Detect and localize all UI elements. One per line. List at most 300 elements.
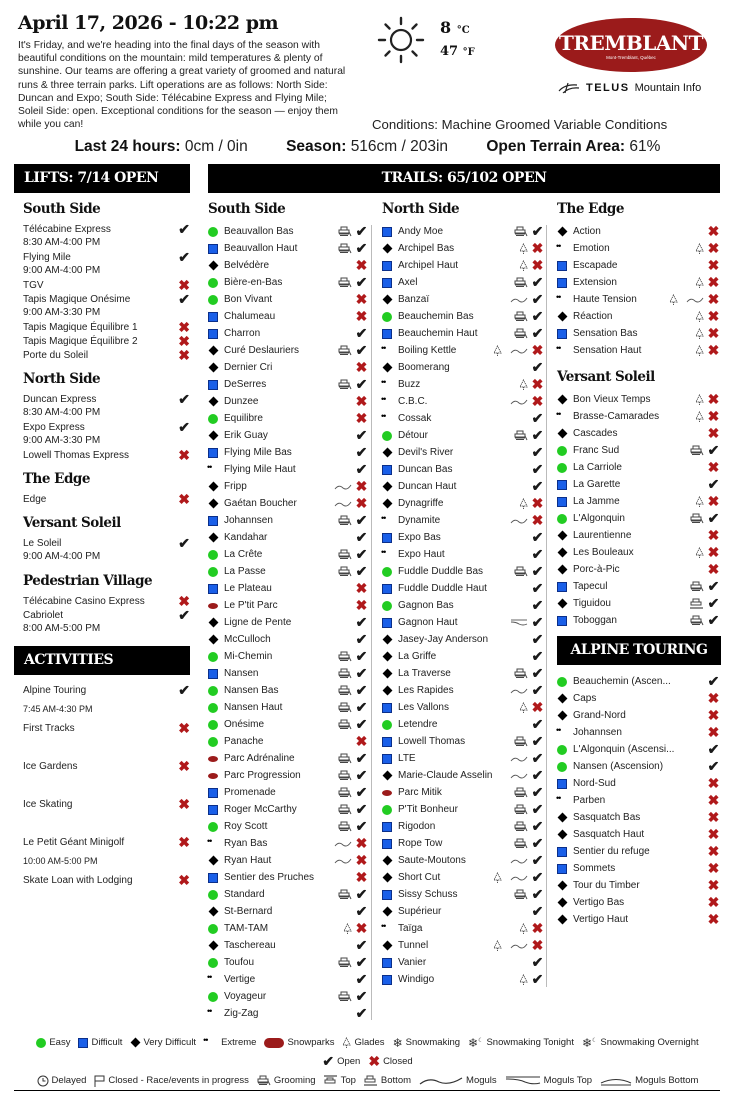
trail-row[interactable] [382,563,544,580]
trail-row[interactable] [557,758,720,775]
trail-row[interactable] [557,240,720,257]
trail-features [519,243,528,255]
trail-row[interactable] [208,733,368,750]
open-legend-icon: ✔ [322,1053,335,1069]
closed-x-icon: ✖ [707,325,720,341]
trail-features [514,668,528,679]
trail-row[interactable] [382,971,544,988]
extreme-difficulty-icon [382,924,392,934]
trail-row[interactable] [557,493,720,510]
trail-row[interactable] [382,852,544,869]
trail-row[interactable] [382,444,544,461]
verydifficult-difficulty-icon [557,227,567,237]
trail-name: Franc Sud [573,445,620,456]
grooming-icon [514,277,528,288]
open-check-icon: ✔ [531,903,544,919]
lift-row[interactable] [23,321,190,335]
trail-row[interactable] [382,580,544,597]
trail-name: DeSerres [224,379,267,390]
trail-features [514,821,528,832]
trail-row[interactable] [557,826,720,843]
trail-row[interactable] [557,325,720,342]
trail-row[interactable] [382,699,544,716]
trail-row[interactable] [382,614,544,631]
lift-section-title: Versant Soleil [23,515,121,531]
extreme-difficulty-icon [382,380,392,390]
lift-row[interactable] [23,595,190,609]
closed-x-icon: ✖ [355,359,368,375]
trail-row[interactable] [208,410,368,427]
trail-name: Bière-en-Bas [224,277,283,288]
trail-row[interactable] [382,801,544,818]
trail-features [514,804,528,815]
trail-row[interactable] [557,595,720,612]
temperature-fahrenheit [440,44,475,59]
easy-difficulty-icon [208,924,218,934]
activity-name: Ice Gardens [23,761,78,772]
legend-item-groom-bottom [364,1075,411,1086]
easy-difficulty-icon [557,745,567,755]
trail-row[interactable] [557,673,720,690]
trail-row[interactable] [382,410,544,427]
trail-row[interactable] [557,510,720,527]
moguls-icon [510,755,528,763]
trail-row[interactable] [208,631,368,648]
closed-x-icon: ✖ [531,393,544,409]
lift-row[interactable] [23,393,190,421]
closed-x-icon: ✖ [178,796,190,812]
trail-features [519,260,528,272]
difficult-difficulty-icon [208,380,218,390]
trail-row[interactable] [382,308,544,325]
trail-name: McCulloch [224,634,271,645]
trail-name: La Traverse [398,668,451,679]
trail-row[interactable] [382,903,544,920]
lifts-banner: LIFTS: 7/14 OPEN [14,164,190,193]
trail-row[interactable] [557,612,720,629]
trail-row[interactable] [557,223,720,240]
trail-row[interactable] [208,665,368,682]
trail-row[interactable] [557,442,720,459]
trail-row[interactable] [557,257,720,274]
trail-name: Beauvallon Haut [224,243,298,254]
trail-row[interactable] [382,512,544,529]
trail-name: Rope Tow [398,838,443,849]
trail-name: Les Bouleaux [573,547,634,558]
lift-row[interactable] [23,609,190,637]
open-check-icon: ✔ [355,1005,368,1021]
trail-name: Parc Progression [224,770,301,781]
trail-features [690,513,704,524]
open-check-icon: ✔ [355,903,368,919]
trail-row[interactable] [382,461,544,478]
trail-features [514,787,528,798]
activity-row[interactable] [23,722,190,760]
easy-legend-icon [36,1038,46,1048]
easy-difficulty-icon [557,762,567,772]
trail-row[interactable] [208,835,368,852]
moguls-icon [510,772,528,780]
trail-row[interactable] [208,903,368,920]
trail-row[interactable] [208,971,368,988]
trail-row[interactable] [208,750,368,767]
trail-row[interactable] [557,408,720,425]
trail-row[interactable] [382,682,544,699]
activity-row[interactable] [23,760,190,798]
trail-row[interactable] [382,716,544,733]
trail-row[interactable] [557,342,720,359]
trail-name: Nansen [224,668,259,679]
lift-row[interactable] [23,349,190,363]
lift-row[interactable] [23,449,190,463]
trail-row[interactable] [208,240,368,257]
trail-row[interactable] [557,476,720,493]
trail-name: Marie-Claude Asselin [398,770,493,781]
trail-row[interactable] [382,478,544,495]
open-check-icon: ✔ [178,535,190,551]
trail-row[interactable] [208,682,368,699]
lift-row[interactable] [23,493,190,507]
trail-name: Beauchemin Haut [398,328,478,339]
open-check-icon: ✔ [707,758,720,774]
open-check-icon: ✔ [531,801,544,817]
open-check-icon: ✔ [178,249,190,265]
difficult-difficulty-icon [382,465,392,475]
trail-row[interactable] [208,223,368,240]
grooming-icon [338,753,352,764]
trail-features [338,821,352,832]
closed-x-icon: ✖ [707,809,720,825]
trail-row[interactable] [208,257,368,274]
trail-row[interactable] [208,886,368,903]
trail-row[interactable] [557,792,720,809]
trail-row[interactable] [208,291,368,308]
trail-name: Dunzee [224,396,259,407]
difficult-difficulty-icon [208,244,218,254]
season-value: 516cm / 203in [350,138,449,155]
trail-row[interactable] [382,325,544,342]
trail-features [493,940,528,952]
trail-name: Roy Scott [224,821,268,832]
trail-row[interactable] [208,597,368,614]
trail-row[interactable] [382,648,544,665]
lift-row[interactable] [23,279,190,293]
trail-row[interactable] [208,580,368,597]
trail-row[interactable] [557,724,720,741]
trail-name: Duncan Haut [398,481,457,492]
open-check-icon: ✔ [355,954,368,970]
grooming-icon [514,311,528,322]
trail-row[interactable] [208,937,368,954]
trail-row[interactable] [208,461,368,478]
trail-row[interactable] [382,291,544,308]
easy-difficulty-icon [382,601,392,611]
trail-row[interactable] [557,308,720,325]
verydifficult-difficulty-icon [382,652,392,662]
lift-name: Edge [23,494,47,505]
trail-name: Sensation Haut [573,345,642,356]
trail-row[interactable] [208,393,368,410]
activity-row[interactable] [23,874,190,912]
trail-name: L'Algonquin [573,513,625,524]
extreme-difficulty-icon [557,412,567,422]
activity-hours: 10:00 AM-5:00 PM [23,856,98,866]
trail-name: La Griffe [398,651,437,662]
trail-row[interactable] [557,578,720,595]
trail-features [695,345,704,357]
trail-row[interactable] [557,274,720,291]
glade-tree-icon [695,243,704,255]
trail-row[interactable] [208,512,368,529]
trail-row[interactable] [382,750,544,767]
trail-row[interactable] [208,988,368,1005]
closed-x-icon: ✖ [531,920,544,936]
trail-row[interactable] [382,393,544,410]
trail-row[interactable] [382,733,544,750]
lift-hours: 9:00 AM-4:00 PM [23,265,101,276]
trail-row[interactable] [557,741,720,758]
open-check-icon: ✔ [531,308,544,324]
trail-row[interactable] [382,529,544,546]
glade-tree-icon [519,498,528,510]
trail-row[interactable] [382,427,544,444]
trail-row[interactable] [382,495,544,512]
trail-row[interactable] [208,495,368,512]
trail-row[interactable] [557,707,720,724]
verydifficult-difficulty-icon [208,533,218,543]
open-check-icon: ✔ [531,784,544,800]
trail-row[interactable] [208,784,368,801]
trail-name: Nansen Haut [224,702,283,713]
open-check-icon: ✔ [178,391,190,407]
trail-row[interactable] [208,274,368,291]
extreme-difficulty-icon [208,465,218,475]
moguls-icon [334,857,352,865]
trail-row[interactable] [208,852,368,869]
grooming-icon [338,566,352,577]
open-check-icon: ✔ [355,427,368,443]
verydifficult-difficulty-icon [208,907,218,917]
trail-row[interactable] [382,665,544,682]
legend-item-snowmaking-overnight [582,1036,699,1050]
verydifficult-difficulty-icon [382,244,392,254]
lift-row[interactable] [23,293,190,321]
activity-name: First Tracks [23,723,75,734]
trail-name: Emotion [573,243,610,254]
lift-row[interactable] [23,223,190,251]
open-check-icon: ✔ [355,937,368,953]
verydifficult-difficulty-icon [557,898,567,908]
open-check-icon: ✔ [531,427,544,443]
activity-name: Skate Loan with Lodging [23,875,133,886]
telus-logo-icon [557,82,581,94]
trail-name: Réaction [573,311,613,322]
trail-row[interactable] [557,527,720,544]
trail-row[interactable] [557,561,720,578]
grooming-icon [514,430,528,441]
trail-row[interactable] [382,597,544,614]
trail-features [690,615,704,626]
lift-name: Flying Mile [23,252,71,263]
trail-features [338,719,352,730]
legend-row-grooming [0,1071,735,1090]
difficult-difficulty-icon [208,312,218,322]
sun-icon [376,15,426,65]
trail-row[interactable] [208,801,368,818]
trail-name: Lowell Thomas [398,736,466,747]
trail-row[interactable] [208,478,368,495]
closed-x-icon: ✖ [355,835,368,851]
trail-row[interactable] [208,818,368,835]
trail-row[interactable] [382,376,544,393]
extreme-difficulty-icon [382,414,392,424]
tremblant-logo[interactable] [555,18,707,72]
open-check-icon: ✔ [355,665,368,681]
verydifficult-difficulty-icon [382,856,392,866]
legend-label: Delayed [51,1075,87,1086]
activity-row[interactable] [23,836,190,874]
sponsor [557,82,701,94]
difficult-difficulty-icon [557,480,567,490]
legend-item-snowmaking [393,1036,460,1050]
trail-row[interactable] [382,920,544,937]
trail-row[interactable] [382,937,544,954]
verydifficult-difficulty-icon [557,694,567,704]
trail-row[interactable] [557,911,720,928]
trail-row[interactable] [208,359,368,376]
trail-row[interactable] [208,529,368,546]
trail-row[interactable] [557,860,720,877]
open-check-icon: ✔ [355,784,368,800]
trail-features [514,566,528,577]
legend-item-extreme [204,1037,256,1048]
trail-row[interactable] [382,240,544,257]
trail-features [695,411,704,423]
trail-row[interactable] [557,291,720,308]
trail-features [338,345,352,356]
trail-row[interactable] [208,920,368,937]
trail-features [514,311,528,322]
grooming-icon [338,957,352,968]
trail-row[interactable] [382,546,544,563]
closed-x-icon: ✖ [707,459,720,475]
trail-row[interactable] [382,954,544,971]
trail-name: Dynagriffe [398,498,444,509]
trail-row[interactable] [208,767,368,784]
open-check-icon: ✔ [178,291,190,307]
difficult-difficulty-icon [382,618,392,628]
trail-row[interactable] [208,699,368,716]
legend-item-glade [342,1037,384,1049]
legend-item-difficult [78,1037,122,1048]
trail-features [493,872,528,884]
trail-row[interactable] [557,809,720,826]
trail-row[interactable] [208,325,368,342]
lift-hours: 8:00 AM-5:00 PM [23,623,101,634]
trail-features [338,515,352,526]
trail-row[interactable] [208,444,368,461]
verydifficult-difficulty-icon [557,813,567,823]
trail-row[interactable] [382,631,544,648]
trail-features [519,379,528,391]
trail-row[interactable] [382,784,544,801]
trail-row[interactable] [208,546,368,563]
open-check-icon: ✔ [355,767,368,783]
open-check-icon: ✔ [531,767,544,783]
trail-features [514,430,528,441]
trail-row[interactable] [382,767,544,784]
trail-row[interactable] [382,223,544,240]
trail-row[interactable] [208,869,368,886]
trail-row[interactable] [382,257,544,274]
trail-row[interactable] [382,835,544,852]
moguls-icon [510,942,528,950]
trail-row[interactable] [382,359,544,376]
trail-row[interactable] [557,877,720,894]
extreme-difficulty-icon [557,346,567,356]
trail-row[interactable] [208,342,368,359]
last24-value: 0cm / 0in [184,138,248,155]
trail-row[interactable] [208,427,368,444]
trail-row[interactable] [557,843,720,860]
grooming-bottom-icon [690,598,704,609]
trail-row[interactable] [557,894,720,911]
trail-row[interactable] [208,648,368,665]
trail-row[interactable] [208,614,368,631]
difficult-difficulty-icon [557,864,567,874]
activity-row[interactable] [23,798,190,836]
trail-row[interactable] [382,869,544,886]
trail-row[interactable] [382,342,544,359]
open-check-icon: ✔ [355,512,368,528]
trail-row[interactable] [382,818,544,835]
trail-features [338,651,352,662]
lift-row[interactable] [23,251,190,279]
closed-x-icon: ✖ [707,291,720,307]
grooming-icon [514,838,528,849]
open-check-icon: ✔ [531,325,544,341]
trail-row[interactable] [557,425,720,442]
legend-label: Top [340,1075,356,1086]
trail-name: Ryan Bas [224,838,268,849]
trail-row[interactable] [208,954,368,971]
closed-x-icon: ✖ [531,699,544,715]
trail-row[interactable] [208,716,368,733]
moguls-icon [334,840,352,848]
legend-item-moguls-top [505,1075,592,1086]
open-check-icon: ✔ [531,954,544,970]
trail-row[interactable] [557,690,720,707]
trail-row[interactable] [208,376,368,393]
trail-row[interactable] [557,391,720,408]
trail-row[interactable] [382,886,544,903]
lift-row[interactable] [23,537,190,565]
trail-features [338,277,352,288]
trail-row[interactable] [557,459,720,476]
trail-features [510,857,528,865]
verydifficult-difficulty-icon [208,618,218,628]
trail-row[interactable] [208,308,368,325]
trail-row[interactable] [382,274,544,291]
trail-row[interactable] [208,1005,368,1022]
activity-row[interactable] [23,684,190,722]
trail-row[interactable] [557,544,720,561]
trail-row[interactable] [208,563,368,580]
trail-row[interactable] [557,775,720,792]
lift-row[interactable] [23,335,190,349]
lift-row[interactable] [23,421,190,449]
trail-features [514,736,528,747]
